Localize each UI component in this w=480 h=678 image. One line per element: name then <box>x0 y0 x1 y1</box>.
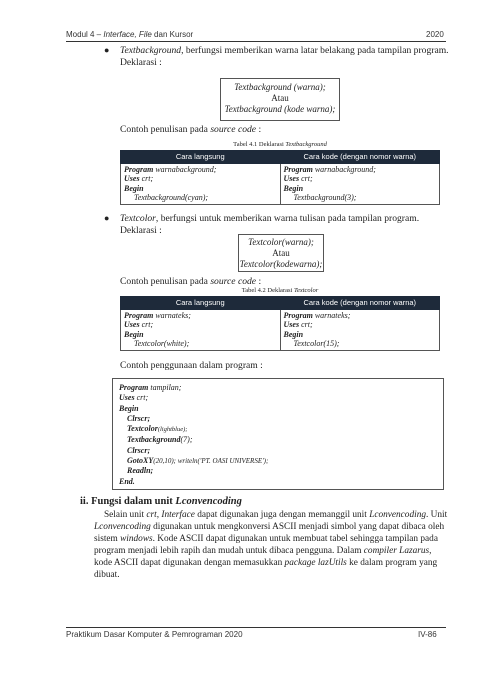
table-cell-direct <box>121 163 281 204</box>
declaration-line: Textbackground (kode warna); <box>224 104 336 114</box>
para-italic: crt <box>146 510 157 520</box>
caption-prefix: Tabel 4.2 Deklarasi <box>241 287 294 294</box>
caption-text <box>120 141 440 148</box>
table-cell-direct <box>121 309 281 350</box>
para-text: kode ASCII dapat digunakan dengan memasukkan <box>94 558 285 568</box>
table-textbackground <box>120 150 440 205</box>
code-keyword: Begin <box>119 403 139 413</box>
code-text: crt; <box>139 320 154 329</box>
column-header: Cara kode (dengan nomor warna) <box>280 151 440 164</box>
code-keyword: Uses <box>119 393 135 403</box>
declaration-line: Atau <box>272 248 290 258</box>
code-keyword: Textcolor <box>127 424 158 434</box>
code-keyword: Program <box>124 310 154 320</box>
para-text: Selain unit <box>104 510 147 520</box>
para-text: , <box>429 546 432 556</box>
example-italic: source code <box>210 276 257 287</box>
code-text: Textcolor(white); <box>134 339 190 348</box>
usage-code-block <box>112 378 444 490</box>
code-text: crt; <box>299 174 313 183</box>
code-keyword: Program <box>283 164 313 174</box>
bullet-icon: ● <box>104 45 110 55</box>
code-text: crt; <box>139 174 154 183</box>
para-text: ke dalam program yang <box>346 558 438 568</box>
bullet-icon: ● <box>104 213 110 223</box>
code-text: warnabackground; <box>312 164 376 174</box>
heading-prefix: ii. Fungsi dalam unit <box>80 496 176 507</box>
example-prefix: Contoh penulisan pada <box>120 124 211 135</box>
section-heading <box>80 496 242 507</box>
caption-text <box>120 287 440 294</box>
code-text: crt; <box>134 393 149 403</box>
header-prefix: Modul 4 – <box>66 30 104 39</box>
example-label-textbackground <box>120 124 261 136</box>
textbackground-description <box>120 45 450 69</box>
para-italic: compiler Lazarus <box>363 546 430 556</box>
para-text: dibuat. <box>94 570 120 580</box>
table-textcolor <box>120 296 440 351</box>
code-text: Textbackground(3); <box>293 193 357 202</box>
para-text: , <box>156 510 162 520</box>
column-header: Cara langsung <box>121 151 281 164</box>
para-italic: windows <box>120 534 153 544</box>
code-keyword: Begin <box>124 183 144 193</box>
example-prefix: Contoh penulisan pada <box>120 276 211 287</box>
caption-italic: Textbackground <box>285 141 327 148</box>
footer-left: Praktikum Dasar Komputer & Pemrograman 2020 <box>66 630 243 639</box>
code-text: (lightblue); <box>157 426 188 434</box>
declaration-line: Textcolor(kodewarna); <box>239 259 323 269</box>
code-text: warnateks; <box>312 310 351 320</box>
para-italic: package lazUtils <box>284 558 347 568</box>
declaration-box-textcolor <box>238 234 324 272</box>
code-line <box>119 404 437 414</box>
code-keyword: Begin <box>283 183 304 193</box>
header-suffix: dan Kursor <box>151 30 194 39</box>
code-keyword: Textbackground <box>127 435 181 445</box>
code-line <box>119 383 437 393</box>
code-keyword: Program <box>283 310 313 320</box>
caption-italic: Textcolor <box>293 287 319 294</box>
code-keyword: Uses <box>283 320 300 329</box>
declaration-box-textbackground <box>220 78 340 121</box>
code-text: warnateks; <box>153 310 191 320</box>
para-text: sistem <box>94 534 121 544</box>
code-text: Textbackground(cyan); <box>134 193 209 202</box>
declaration-line: Atau <box>271 93 289 103</box>
code-line <box>119 414 437 424</box>
section-paragraph <box>94 509 454 581</box>
para-italic: Interface <box>161 510 195 520</box>
para-text: digunakan untuk mengkonversi ASCII menjadi simbol yang dapat dibaca oleh <box>150 522 445 532</box>
declaration-line: Textcolor(warna); <box>248 237 314 247</box>
term-textcolor: Textcolor <box>120 213 156 224</box>
page-header-left <box>66 30 193 39</box>
para-text: . Unit <box>426 510 448 520</box>
example-suffix: : <box>256 276 262 287</box>
code-keyword: Program <box>124 164 154 174</box>
table-cell-code <box>280 163 440 204</box>
code-keyword: Begin <box>124 329 144 339</box>
code-keyword: Uses <box>124 174 140 183</box>
code-keyword: End. <box>119 476 135 486</box>
declaration-label: Deklarasi : <box>120 225 162 236</box>
code-keyword: Begin <box>283 329 304 339</box>
code-keyword: Clrscr; <box>127 445 151 455</box>
para-italic: Lconvencoding <box>369 510 426 520</box>
code-keyword: Uses <box>283 174 300 183</box>
code-text: (20,10); writeln('PT. OASI UNIVERSE'); <box>153 457 269 466</box>
code-line <box>119 456 437 466</box>
page-header-right: 2020 <box>426 30 444 39</box>
term-desc: , berfungsi memberikan warna latar belakang pada tampilan program. <box>181 45 449 56</box>
term-textbackground: Textbackground <box>120 45 182 56</box>
code-keyword: Clrscr; <box>127 413 151 423</box>
declaration-label: Deklarasi : <box>120 57 162 68</box>
footer-rule <box>66 627 446 628</box>
code-line <box>119 435 437 445</box>
heading-italic: Lconvencoding <box>175 496 242 507</box>
code-line <box>119 446 437 456</box>
code-text: Textcolor(15); <box>293 339 340 348</box>
header-rule <box>66 41 446 42</box>
code-line <box>119 466 437 476</box>
code-line <box>119 477 437 487</box>
para-text: dapat digunakan juga dengan memanggil unit <box>194 510 370 520</box>
code-keyword: Program <box>119 383 149 392</box>
code-keyword: GotoXY <box>127 456 154 466</box>
code-text: (7); <box>180 435 193 445</box>
para-italic: Lconvencoding <box>94 522 151 532</box>
example-suffix: : <box>256 124 262 135</box>
usage-label: Contoh penggunaan dalam program : <box>120 360 263 371</box>
example-italic: source code <box>210 124 257 135</box>
code-text: crt; <box>299 320 313 329</box>
header-italic: Interface, File <box>103 30 152 39</box>
para-text: . Kode ASCII dapat digunakan untuk membuat tabel sehingga tampilan pada <box>152 534 438 544</box>
code-keyword: Uses <box>124 320 140 329</box>
code-text: warnabackground; <box>153 164 217 174</box>
column-header: Cara langsung <box>121 297 281 310</box>
para-text: program menjadi lebih rapih dan mudah untuk dibaca pengguna. Dalam <box>94 546 364 556</box>
column-header: Cara kode (dengan nomor warna) <box>280 297 440 310</box>
page-number: IV-86 <box>418 630 437 639</box>
code-text: tampilan; <box>148 383 182 392</box>
caption-prefix: Tabel 4.1 Deklarasi <box>233 141 286 148</box>
table-cell-code <box>280 309 440 350</box>
term-desc: , berfungsi untuk memberikan warna tulisan pada tampilan program. <box>155 213 420 224</box>
code-line <box>119 424 437 435</box>
declaration-line: Textbackground (warna); <box>234 82 326 92</box>
code-keyword: Readln; <box>127 466 154 476</box>
code-line <box>119 393 437 403</box>
